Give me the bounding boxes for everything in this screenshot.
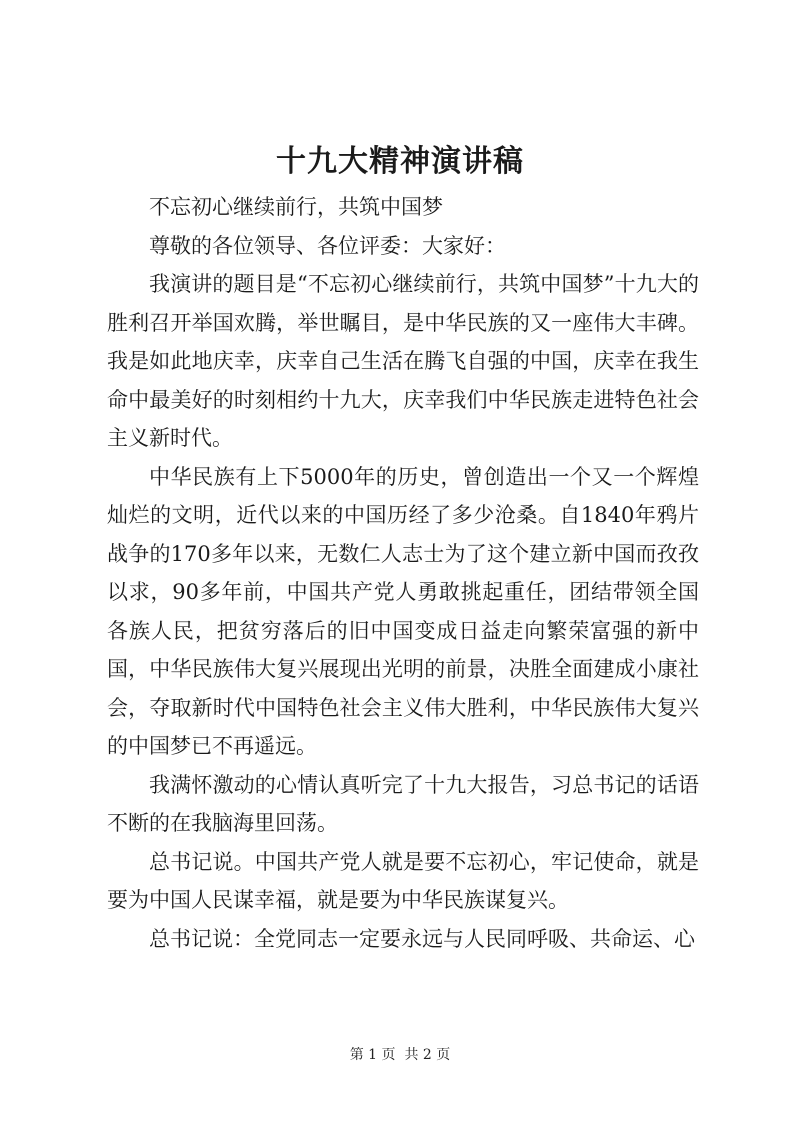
body-paragraph: 我满怀激动的心情认真听完了十九大报告，习总书记的话语不断的在我脑海里回荡。	[107, 772, 699, 835]
body-paragraph: 总书记说。中国共产党人就是要不忘初心，牢记使命，就是要为中国人民谋幸福，就是要为中华民族谋复兴。	[107, 849, 699, 912]
page-number: 第 1 页 共 2 页	[349, 1047, 451, 1063]
body-paragraph: 中华民族有上下5000年的历史，曾创造出一个又一个辉煌灿烂的文明，近代以来的中国历经了多少沧桑。自1840年鸦片战争的170多年以来，无数仁人志士为了这个建立新中国而孜孜以求，90多年前，中国共产党人勇敢挑起重任，团结带领全国各族人民，把贫穷落后的旧中国变成日益走向繁荣富强的新中国，中华民族伟大复兴展现出光明的前景，决胜全面建成小康社会，夺取新时代中国特色社会主义伟大胜利，中华民族伟大复兴的中国梦已不再遥远。	[107, 464, 699, 758]
body-paragraph: 我演讲的题目是“不忘初心继续前行，共筑中国梦”十九大的胜利召开举国欢腾，举世瞩目，是中华民族的又一座伟大丰碑。我是如此地庆幸，庆幸自己生活在腾飞自强的中国，庆幸在我生命中最美好的时刻相约十九大，庆幸我们中华民族走进特色社会主义新时代。	[107, 272, 699, 450]
subtitle-paragraph: 不忘初心继续前行，共筑中国梦	[149, 195, 443, 219]
body-paragraph: 总书记说：全党同志一定要永远与人民同呼吸、共命运、心	[149, 926, 695, 951]
document-body	[107, 188, 699, 958]
document-title: 十九大精神演讲稿	[276, 144, 524, 179]
page-footer	[0, 1045, 800, 1065]
greeting-paragraph: 尊敬的各位领导、各位评委：大家好：	[149, 233, 506, 258]
